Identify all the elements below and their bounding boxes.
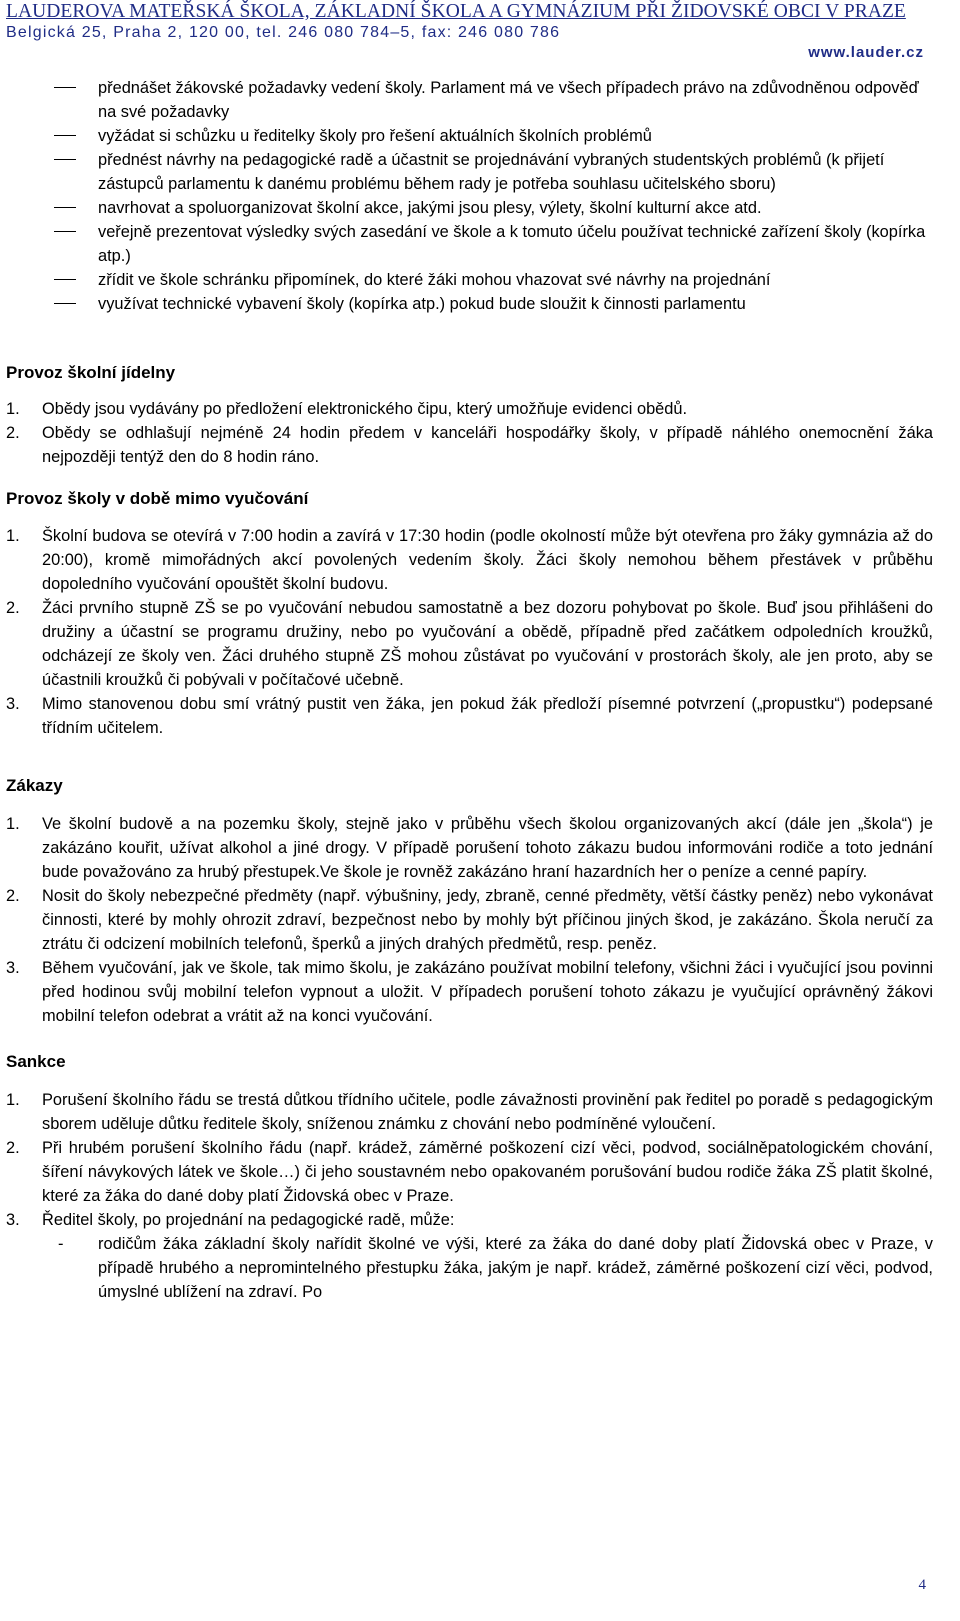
list-item [6,692,933,740]
sankce-list [6,1088,933,1304]
item-number: 3. [6,1211,20,1229]
item-text: rodičům žáka základní školy nařídit školné ve výši, které za žáka do dané doby platí Židovská obec v Praze, v případě hrubého a nepromintelného přestupku žáka, jakým je např. krádež, záměrné poškození cizí věci, podvod, úmyslné ublížení na zdraví. Po [98,1235,933,1301]
list-item [6,1136,933,1208]
item-text: Porušení školního řádu se trestá důtkou třídního učitele, podle závažnosti provinění pak ředitel po poradě s pedagogickým sborem uděluje důtku ředitele školy, sníženou známku z chování nebo podmíněné vyloučení. [42,1091,933,1133]
item-number: 1. [6,400,20,418]
header-school-name: LAUDEROVA MATEŘSKÁ ŠKOLA, ZÁKLADNÍ ŠKOLA A GYMNÁZIUM PŘI ŽIDOVSKÉ OBCI V PRAZE [6,1,906,22]
item-number: 1. [6,1091,20,1109]
header-address: Belgická 25, Praha 2, 120 00, tel. 246 080 784–5, fax: 246 080 786 [6,24,561,41]
section-heading-sankce: Sankce [6,1052,66,1071]
list-item [6,884,933,956]
list-item [6,220,933,268]
list-item-text: přednášet žákovské požadavky vedení školy. Parlament má ve všech případech právo na zdůvodněnou odpověď na své požadavky [98,79,919,121]
list-item-text: využívat technické vybavení školy (kopírka atp.) pokud bude sloužit k činnosti parlamentu [98,295,746,313]
dash-marker [54,231,76,232]
list-item-text: zřídit ve škole schránku připomínek, do které žáki mohou vhazovat své návrhy na projednání [98,271,771,289]
mimo-vyucovani-list [6,524,933,740]
item-number: 2. [6,1139,20,1157]
list-item [6,148,933,196]
item-text: Při hrubém porušení školního řádu (např. krádež, záměrné poškození cizí věci, podvod, sociálněpatologickém chování, šíření návykových látek ve škole…) či jeho soustavném nebo opakovaném porušování budou rodiče žáka ZŠ platit školné, které za žáka do dané doby platí Židovská obec v Praze. [42,1139,933,1205]
list-item [6,421,933,469]
list-item-text: veřejně prezentovat výsledky svých zasedání ve škole a k tomuto účelu používat technické zařízení školy (kopírka atp.) [98,223,926,265]
list-item [6,596,933,692]
item-number: - [58,1235,64,1253]
item-text: Nosit do školy nebezpečné předměty (např. výbušniny, jedy, zbraně, cenné předměty, větší částky peněz) nebo vykonávat činnosti, které by mohly ohrozit zdraví, bezpečnost nebo by mohly být příčinou jiných škod, je zakázáno. Škola neručí za ztrátu či odcizení mobilních telefonů, šperků a jiných drahých předmětů, resp. peněz. [42,887,933,953]
item-text: Ředitel školy, po projednání na pedagogické radě, může: [42,1211,455,1229]
list-item [6,397,933,421]
list-item [6,1088,933,1136]
item-text: Ve školní budově a na pozemku školy, stejně jako v průběhu všech školou organizovaných akcí (dále jen „škola“) je zakázáno kouřit, užívat alkohol a jiné drogy. V případě porušení tohoto zákazu budou informováni rodiče a toto jednání bude považováno za hrubý přestupek.Ve škole je rovněž zakázáno hraní hazardních her o peníze a cenné papíry. [42,815,933,881]
document-body [6,76,933,1304]
zakazy-list [6,812,933,1028]
jidelna-list [6,397,933,469]
list-item [6,292,933,316]
header-website[interactable]: www.lauder.cz [808,44,924,61]
item-text: Žáci prvního stupně ZŠ se po vyučování nebudou samostatně a bez dozoru pohybovat po škole. Buď jsou přihlášeni do družiny a účastní se programu družiny, nebo po vyučování a obědě, případně před začátkem odpoledních kroužků, odcházejí ze školy ven. Žáci druhého stupně ZŠ mohou zůstávat po vyučování v prostorách školy, ale jen proto, aby se účastnili kroužků či pobývali v počítačové učebně. [42,599,933,689]
list-item [6,1208,933,1232]
item-text: Školní budova se otevírá v 7:00 hodin a zavírá v 17:30 hodin (podle okolností může být otevřena pro žáky gymnázia až do 20:00), kromě mimořádných akcí povolených vedením školy. Žáci školy nemohou během přestávek v průběhu dopoledního vyučování opouštět školní budovu. [42,527,933,593]
list-item-text: vyžádat si schůzku u ředitelky školy pro řešení aktuálních školních problémů [98,127,652,145]
item-number: 1. [6,815,20,833]
item-text: Obědy se odhlašují nejméně 24 hodin předem v kanceláři hospodářky školy, v případě náhlého onemocnění žáka nejpozději tentýž den do 8 hodin ráno. [42,424,933,466]
item-text: Obědy jsou vydávány po předložení elektronického čipu, který umožňuje evidenci obědů. [42,400,688,418]
item-number: 2. [6,424,20,442]
dash-marker [54,207,76,208]
list-item [6,76,933,124]
page-number: 4 [918,1577,926,1593]
parliament-rights-list [6,76,933,316]
dash-marker [54,87,76,88]
section-heading-mimo-vyucovani: Provoz školy v době mimo vyučování [6,489,309,508]
item-number: 1. [6,527,20,545]
item-text: Během vyučování, jak ve škole, tak mimo školu, je zakázáno používat mobilní telefony, všichni žáci i vyučující jsou povinni před hodinou svůj mobilní telefon vypnout a uložit. V případech porušení tohoto zákazu je vyučující oprávněný žákovi mobilní telefon odebrat a vrátit až na konci vyučování. [42,959,933,1025]
dash-marker [54,135,76,136]
dash-marker [54,279,76,280]
list-item-text: navrhovat a spoluorganizovat školní akce, jakými jsou plesy, výlety, školní kulturní akce atd. [98,199,762,217]
list-item-text: přednést návrhy na pedagogické radě a účastnit se projednávání vybraných studentských problémů (k přijetí zástupců parlamentu k danému problému během rady je potřeba souhlasu učitelského sboru) [98,151,885,193]
list-item [6,196,933,220]
list-item [6,268,933,292]
list-item [6,956,933,1028]
item-number: 3. [6,695,20,713]
dash-marker [54,159,76,160]
list-item [6,524,933,596]
section-heading-zakazy: Zákazy [6,776,63,795]
list-item [6,124,933,148]
item-number: 2. [6,887,20,905]
sub-list-item [6,1232,933,1304]
item-number: 2. [6,599,20,617]
item-text: Mimo stanovenou dobu smí vrátný pustit ven žáka, jen pokud žák předloží písemné potvrzení („propustku“) podepsané třídním učitelem. [42,695,933,737]
item-number: 3. [6,959,20,977]
dash-marker [54,303,76,304]
list-item [6,812,933,884]
section-heading-jidelna: Provoz školní jídelny [6,363,176,382]
